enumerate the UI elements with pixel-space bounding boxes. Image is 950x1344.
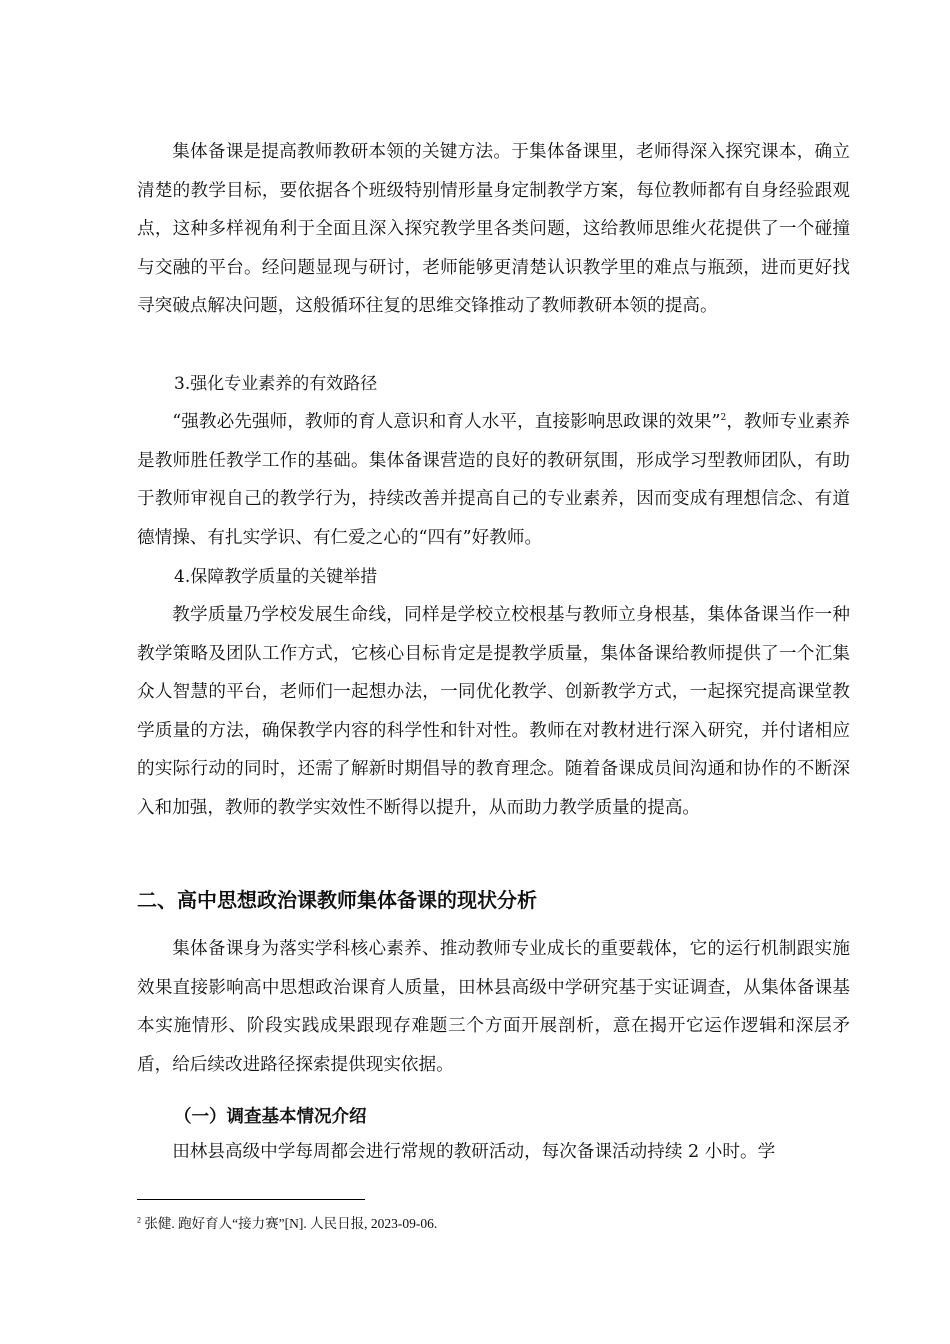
quote-text: “强教必先强师，教师的育人意识和育人水平，直接影响思政课的效果” — [172, 412, 721, 432]
footnote-reference[interactable]: 2 — [720, 413, 727, 424]
paragraph-professional-literacy — [137, 403, 850, 557]
footnote-number: 2 — [137, 1215, 141, 1225]
paragraph-status-analysis: 集体备课身为落实学科核心素养、推动教师专业成长的重要载体，它的运行机制跟实施效果直接影响高中思想政治课育人质量，田林县高级中学研究基于实证调查，从集体备课基本实施情形、阶段实践成果跟现存难题三个方面开展剖析，意在揭开它运作逻辑和深层矛盾，给后续改进路径探索提供现实依据。 — [137, 939, 850, 1075]
footnote-text: 张健. 跑好育人“接力赛”[N]. 人民日报, 2023-09-06. — [144, 1216, 438, 1231]
paragraph-collective-prep-research: 集体备课是提高教师教研本领的关键方法。于集体备课里，老师得深入探究课本，确立清楚的教学目标，要依据各个班级特别情形量身定制教学方案，每位教师都有自身经验跟观点，这种多样视角利于全面且深入探究教学里各类问题，这给教师思维火花提供了一个碰撞与交融的平台。经问题显现与研讨，老师能够更清楚认识教学里的难点与瓶颈，进而更好找寻突破点解决问题，这般循环往复的思维交锋推动了教师教研本领的提高。 — [137, 142, 850, 316]
subheading-professional-literacy: 3.强化专业素养的有效路径 — [174, 374, 378, 394]
subheading-teaching-quality: 4.保障教学质量的关键举措 — [174, 567, 378, 587]
paragraph-teaching-quality: 教学质量乃学校发展生命线，同样是学校立校根基与教师立身根基，集体备课当作一种教学策略及团队工作方式，它核心目标肯定是提教学质量，集体备课给教师提供了一个汇集众人智慧的平台，老师们一起想办法，一同优化教学、创新教学方式，一起探究提高课堂教学质量的方法，确保教学内容的科学性和针对性。教师在对教材进行深入研究，并付诸相应的实际行动的同时，还需了解新时期倡导的教育理念。随着备课成员间沟通和协作的不断深入和加强，教师的教学实效性不断得以提升，从而助力教学质量的提高。 — [137, 605, 850, 818]
footnote-divider — [137, 1199, 365, 1200]
section-heading: 二、高中思想政治课教师集体备课的现状分析 — [137, 888, 537, 912]
footnote — [137, 1212, 437, 1232]
subsection-heading: （一）调查基本情况介绍 — [174, 1107, 367, 1127]
paragraph-text: ，教师专业素养是教师胜任教学工作的基础。集体备课营造的良好的教研氛围，形成学习型教师团队，有助于教师审视自己的教学行为，持续改善并提高自己的专业素养，因而变成有理想信念、有道德情操、有扎实学识、有仁爱之心的“四有”好教师。 — [137, 412, 850, 548]
paragraph-survey-intro: 田林县高级中学每周都会进行常规的教研活动，每次备课活动持续 2 小时。学 — [172, 1142, 776, 1162]
